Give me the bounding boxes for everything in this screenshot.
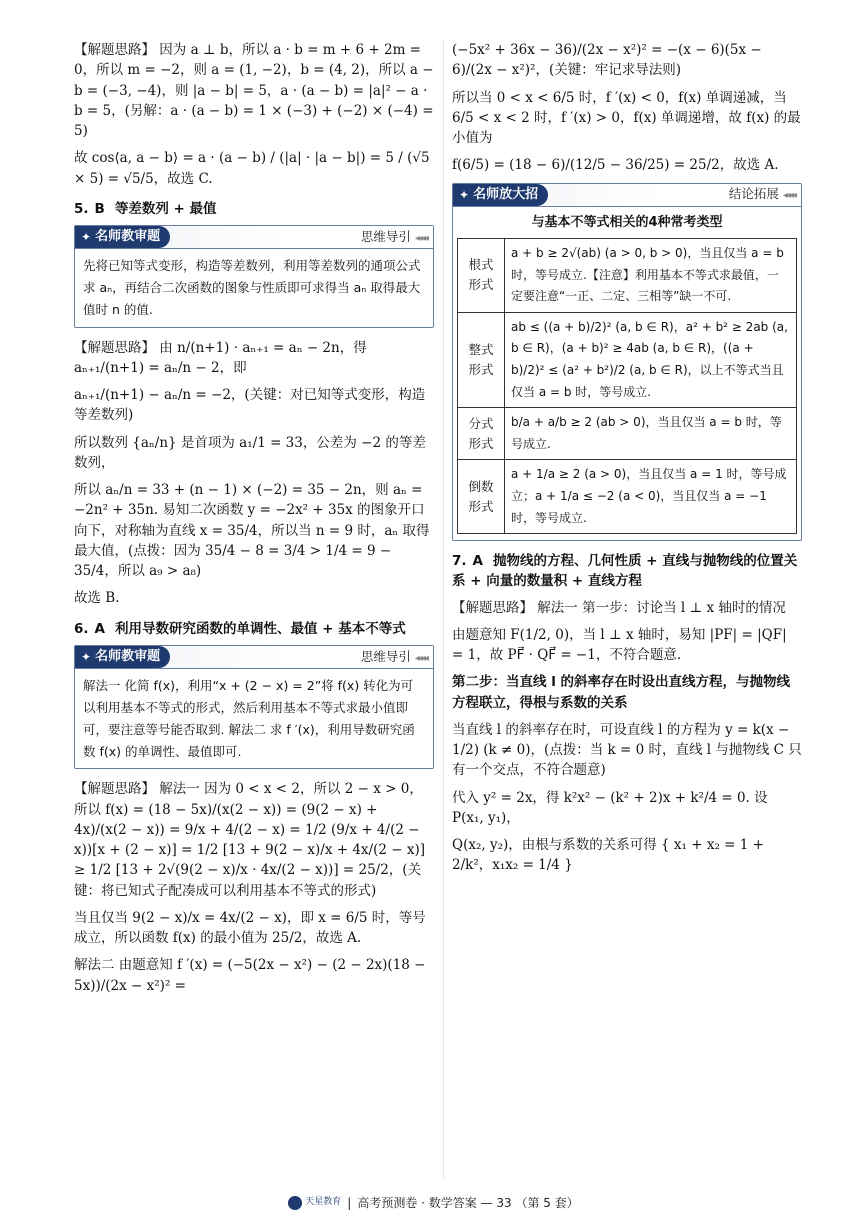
q5-box-tag-label: 思维导引 [360,228,411,244]
column-divider [443,40,444,1180]
q6-box-badge [75,646,170,668]
q6-min-value: f(6/5) = (18 − 6)/(12/5 − 36/25) = 25/2，故选 A. [452,157,779,174]
tips-box-tag [729,185,795,204]
q6-answer: A [94,620,105,637]
left-column [74,40,434,1003]
q6-box-badge-label: 名师教审题 [95,649,161,665]
q6-box-text: 解法一 化简 f(x)，利用“x + (2 − x) = 2”将 f(x) 转化为可以利用基本不等式的形式，然后利用基本不等式求最小值即可，要注意等号能否取到. 解法二 求 f ′(x)，利用导数研究函数 f(x) 的单调性、最值即可. [83,677,415,759]
q5-box-tag [361,228,427,247]
table-row [458,460,797,534]
q6-topic: 利用导数研究函数的单调性、最值 + 基本不等式 [114,620,406,637]
q7-answer: A [472,553,483,570]
q5-step-1: 【解题思路】 由 n/(n+1) · aₙ₊₁ = aₙ − 2n，得 aₙ₊₁/(n+1) = aₙ/n − 2，即 [74,339,367,376]
q7-topic: 抛物线的方程、几何性质 + 直线与抛物线的位置关系 + 向量的数量积 + 直线方程 [452,553,798,590]
tips-box-badge [453,184,548,206]
footer-text: 高考预测卷 · 数学答案 — 33 （第 5 套） [357,1196,579,1210]
row-name: 根式形式 [458,239,505,313]
q5-heading [74,199,434,219]
q6-monotonic: 所以当 0 < x < 6/5 时，f ′(x) < 0，f(x) 单调递减，当 6/5 < x < 2 时，f ′(x) > 0，f(x) 单调递增，故 f(x) 的最小值为 [452,89,801,146]
q7-step-2-title: 第二步：当直线 l 的斜率存在时设出直线方程，与抛物线方程联立，得根与系数的关系 [452,674,791,711]
q5-box-badge-label: 名师教审题 [95,229,161,245]
footer-separator: | [347,1196,352,1210]
arrows-icon: ◂◂◂◂ [782,190,795,202]
q6-method1: 【解题思路】 解法一 因为 0 < x < 2，所以 2 − x > 0，所以 f(x) = (18 − 5x)/(x(2 − x)) = (9(2 − x) + 4x)/(x(2 − x)) = 9/x + 4/(2 − x) = 1/2 (9/x + 4/(2 − x))[x + (2 − x)] = 1/2 [13 + 9(2 − x)/x + 4x/(2 − x)] ≥ 1/2 [13 + 2√(9(2 − x)/x · 4x/(2 − x))] = 25/2，(关键：将已知式子配凑成可以利用基本不等式的形式) [74,781,425,899]
arrows-icon: ◂◂◂◂ [414,652,427,664]
q6-derivative: (−5x² + 36x − 36)/(2x − x²)² = −(x − 6)(5x − 6)/(2x − x²)²，(关键：牢记求导法则) [452,42,762,79]
q6-box-tag [361,648,427,667]
arrows-icon: ◂◂◂◂ [414,232,427,244]
q5-box-text: 先将已知等式变形，构造等差数列，利用等差数列的通项公式求 aₙ，再结合二次函数的图象与性质即可求得当 aₙ 取得最大值时 n 的值. [83,258,421,317]
q7-number: 7. [452,553,467,570]
q6-box-tag-label: 思维导引 [360,648,411,664]
table-row [458,408,797,460]
page-footer [0,1194,867,1212]
q7-step-2: 当直线 l 的斜率存在时，可设直线 l 的方程为 y = k(x − 1/2) (k ≠ 0)，(点拨：当 k = 0 时，直线 l 与抛物线 C 只有一个交点，不符合题意) [452,721,802,779]
q6-thinking-box [74,645,434,770]
q5-conclusion: 故选 B. [74,590,120,607]
tips-box [452,183,802,542]
teacher-icon: ✦ [459,187,470,202]
row-text: a + b ≥ 2√(ab) (a > 0, b > 0)，当且仅当 a = b 时，等号成立.【注意】利用基本不等式求最值，一定要注意“一正、二定、三相等”缺一不可. [505,239,797,313]
row-name: 分式形式 [458,408,505,460]
q5-box-badge [75,226,170,248]
q5-topic: 等差数列 + 最值 [114,200,217,217]
logo-text: 天星教育 [305,1197,342,1208]
row-name: 倒数形式 [458,460,505,534]
q7-step-3: 代入 y² = 2x，得 k²x² − (k² + 2)x + k²/4 = 0. 设 P(x₁, y₁)， [452,789,768,826]
row-name: 整式形式 [458,312,505,407]
teacher-icon: ✦ [81,649,92,664]
teacher-icon: ✦ [81,230,92,244]
q7-step-1: 由题意知 F(1/2, 0)，当 l ⊥ x 轴时，易知 |PF| = |QF| = 1，故 PF⃗ · QF⃗ = −1，不符合题意. [452,626,787,664]
q6-method1-conclusion: 当且仅当 9(2 − x)/x = 4x/(2 − x)，即 x = 6/5 时，等号成立，所以函数 f(x) 的最小值为 25/2，故选 A. [74,909,426,947]
row-text: ab ≤ ((a + b)/2)² (a, b ∈ R)，a² + b² ≥ 2ab (a, b ∈ R)，(a + b)² ≥ 4ab (a, b ∈ R)，((a + b)/2)² ≤ (a² + b²)/2 (a, b ∈ R)，以上不等式当且仅当 a = b 时，等号成立. [505,312,797,407]
publisher-logo [288,1196,341,1210]
q4-solution: 【解题思路】 因为 a ⊥ b，所以 a · b = m + 6 + 2m = 0，所以 m = −2，则 a = (1, −2)，b = (4, 2)，所以 a − b = (−3, −4)，则 |a − b| = 5，a · (a − b) = |a|² − a · b = 5，(另解：a · (a − b) = 1 × (−3) + (−2) × (−4) = 5) [74,42,434,139]
q4-conclusion: 故 cos⟨a, a − b⟩ = a · (a − b) / (|a| · |a − b|) = 5 / (√5 × 5) = √5/5，故选 C. [74,150,430,187]
row-text: b/a + a/b ≥ 2 (ab > 0)，当且仅当 a = b 时，等号成立. [505,408,797,460]
row-text: a + 1/a ≥ 2 (a > 0)，当且仅当 a = 1 时，等号成立；a + 1/a ≤ −2 (a < 0)，当且仅当 a = −1 时，等号成立. [505,460,797,534]
right-column [452,40,802,883]
q7-heading [452,551,802,592]
q5-step-2: aₙ₊₁/(n+1) − aₙ/n = −2，(关键：对已知等式变形，构造等差数列) [74,387,426,424]
tips-box-badge-label: 名师放大招 [473,186,539,202]
q6-method2-start: 解法二 由题意知 f ′(x) = (−5(2x − x²) − (2 − 2x)(18 − 5x))/(2x − x²)² = [74,957,426,994]
tips-box-header [453,184,801,207]
q6-heading [74,619,434,639]
q7-step-1-title: 【解题思路】 解法一 第一步：讨论当 l ⊥ x 轴时的情况 [452,599,786,616]
q5-number: 5. [74,200,89,217]
q5-thinking-box [74,225,434,328]
tips-table-wrap [453,238,801,540]
q6-box-header [75,646,433,669]
tips-table-title: 与基本不等式相关的4种常考类型 [531,214,723,230]
logo-icon [288,1196,302,1210]
q6-number: 6. [74,620,89,637]
q5-answer: B [94,200,105,217]
table-row [458,239,797,313]
table-row [458,312,797,407]
inequality-table [457,238,797,534]
q5-step-4: 所以 aₙ/n = 33 + (n − 1) × (−2) = 35 − 2n，则 aₙ = −2n² + 35n. 易知二次函数 y = −2x² + 35x 的图象开口向下，对称轴为直线 x = 35/4，所以当 n = 9 时，aₙ 取得最大值，(点拨：因为 35/4 − 8 = 3/4 > 1/4 = 9 − 35/4，所以 a₉ > a₈) [74,482,430,580]
tips-box-tag-label: 结论拓展 [728,186,779,202]
q5-step-3: 所以数列 {aₙ/n} 是首项为 a₁/1 = 33，公差为 −2 的等差数列， [74,434,426,471]
q5-box-header [75,226,433,249]
q7-step-4: Q(x₂, y₂)，由根与系数的关系可得 { x₁ + x₂ = 1 + 2/k²，x₁x₂ = 1/4 } [452,837,764,874]
